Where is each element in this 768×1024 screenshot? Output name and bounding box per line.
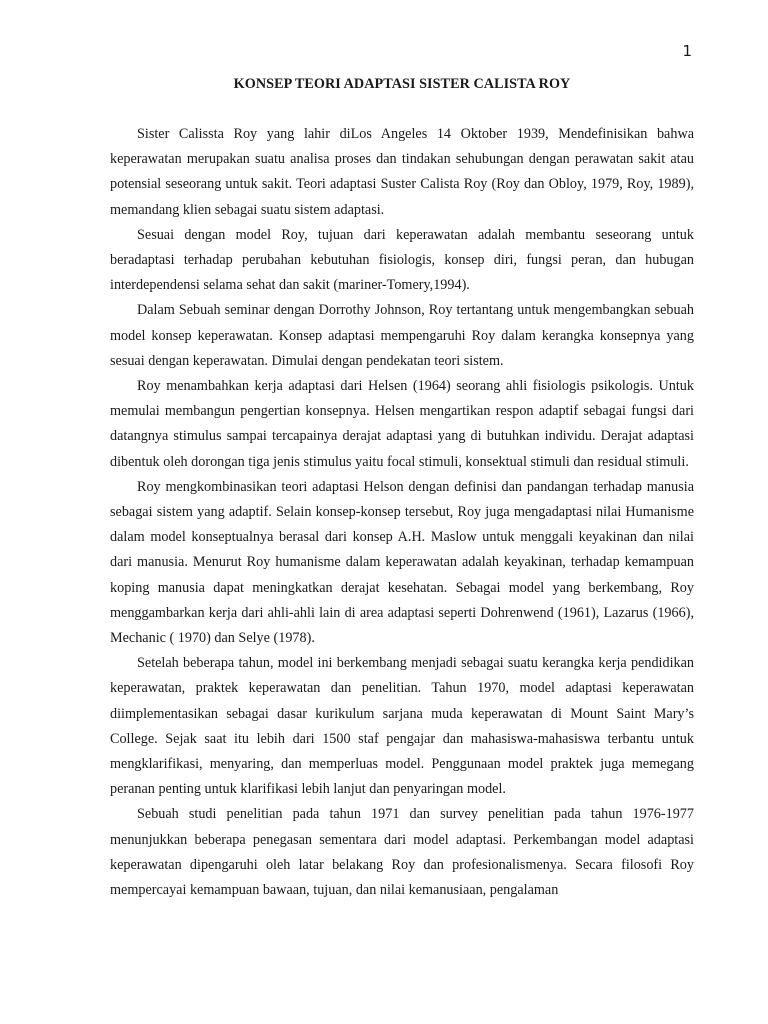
paragraph: Roy mengkombinasikan teori adaptasi Helson dengan definisi dan pandangan terhadap manusia sebagai sistem yang adaptif. Selain konsep-konsep tersebut, Roy juga mengadaptasi nilai Humanisme dalam model konseptualnya berasal dari konsep A.H. Maslow untuk menggali keyakinan dan nilai dari manusia. Menurut Roy humanisme dalam keperawatan adalah keyakinan, terhadap kemampuan koping manusia dapat meningkatkan derajat kesehatan. Sebagai model yang berkembang, Roy menggambarkan kerja dari ahli-ahli lain di area adaptasi seperti Dohrenwend (1961), Lazarus (1966), Mechanic ( 1970) dan Selye (1978). [110, 478, 694, 647]
paragraph: Setelah beberapa tahun, model ini berkembang menjadi sebagai suatu kerangka kerja pendidikan keperawatan, praktek keperawatan dan penelitian. Tahun 1970, model adaptasi keperawatan diimplementasikan sebagai dasar kurikulum sarjana muda keperawatan di Mount Saint Mary’s College. Sejak saat itu lebih dari 1500 staf pengajar dan mahasiswa-mahasiswa terbantu untuk mengklarifikasi, menyaring, dan memperluas model. Penggunaan model praktek juga memegang peranan penting untuk klarifikasi lebih lanjut dan penyaringan model. [110, 655, 694, 798]
paragraph: Dalam Sebuah seminar dengan Dorrothy Johnson, Roy tertantang untuk mengembangkan sebuah model konsep keperawatan. Konsep adaptasi mempengaruhi Roy dalam kerangka konsepnya yang sesuai dengan keperawatan. Dimulai dengan pendekatan teori sistem. [110, 302, 694, 369]
paragraph: Roy menambahkan kerja adaptasi dari Helsen (1964) seorang ahli fisiologis psikologis. Untuk memulai membangun pengertian konsepnya. Helsen mengartikan respon adaptif sebagai fungsi dari datangnya stimulus sampai tercapainya derajat adaptasi yang di butuhkan individu. Derajat adaptasi dibentuk oleh dorongan tiga jenis stimulus yaitu focal stimuli, konsektual stimuli dan residual stimuli. [110, 378, 694, 470]
paragraph: Sister Calissta Roy yang lahir diLos Angeles 14 Oktober 1939, Mendefinisikan bahwa keperawatan merupakan suatu analisa proses dan tindakan sehubungan dengan perawatan sakit atau potensial seseorang untuk sakit. Teori adaptasi Suster Calista Roy (Roy dan Obloy, 1979, Roy, 1989), memandang klien sebagai suatu sistem adaptasi. [110, 126, 694, 218]
document-title: KONSEP TEORI ADAPTASI SISTER CALISTA ROY [233, 76, 571, 92]
document-body [110, 122, 694, 903]
paragraph: Sebuah studi penelitian pada tahun 1971 dan survey penelitian pada tahun 1976-1977 menunjukkan beberapa penegasan sementara dari model adaptasi. Perkembangan model adaptasi keperawatan dipengaruhi oleh latar belakang Roy dan profesionalismenya. Secara filosofi Roy mempercayai kemampuan bawaan, tujuan, dan nilai kemanusiaan, pengalaman [110, 806, 694, 899]
paragraph: Sesuai dengan model Roy, tujuan dari keperawatan adalah membantu seseorang untuk beradaptasi terhadap perubahan kebutuhan fisiologis, konsep diri, fungsi peran, dan hubugan interdependensi selama sehat dan sakit (mariner-Tomery,1994). [110, 226, 694, 294]
page-number: 1 [682, 42, 692, 60]
